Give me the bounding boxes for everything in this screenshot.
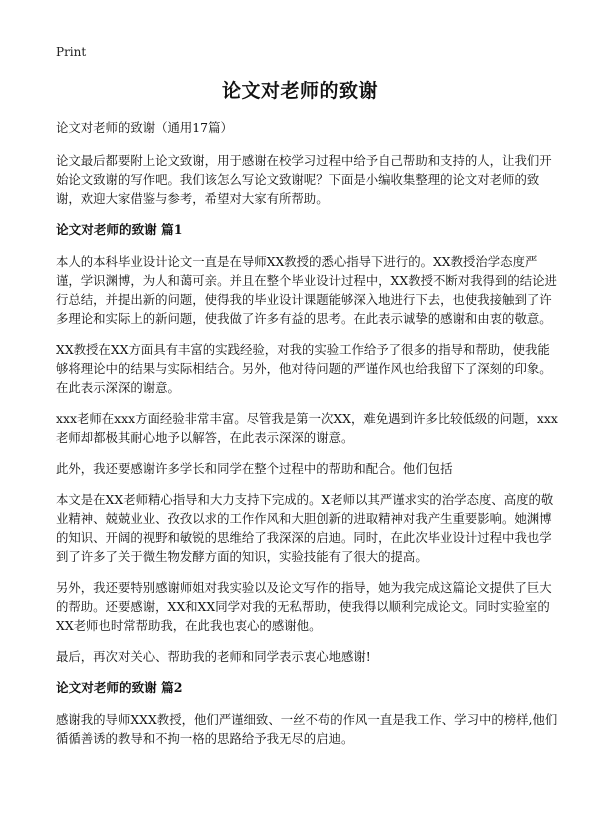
paragraph: 此外，我还要感谢许多学长和同学在整个过程中的帮助和配合。他们包括 [56,461,453,476]
intro-paragraph: 论文最后都要附上论文致谢，用于感谢在校学习过程中给予自己帮助和支持的人，让我们开始论文致谢的写作吧。我们该怎么写论文致谢呢？下面是小编收集整理的论文对老师的致谢，欢迎大家借鉴与参考，希望对大家有所帮助。 [56,153,552,206]
document-body [56,118,558,760]
paragraph: 本人的本科毕业设计论文一直是在导师XX教授的悉心指导下进行的。XX教授治学态度严谨，学识渊博，为人和蔼可亲。并且在整个毕业设计过程中，XX教授不断对我得到的结论进行总结，并提出新的问题，使得我的毕业设计课题能够深入地进行下去，也使我接触到了许多理论和实际上的新问题，使我做了许多有益的思考。在此表示诚挚的感谢和由衷的敬意。 [56,254,557,326]
section-heading: 论文对老师的致谢 篇1 [56,222,183,237]
paragraph: XX教授在XX方面具有丰富的实践经验，对我的实验工作给予了很多的指导和帮助，使我能够将理论中的结果与实际相结合。另外，他对待问题的严谨作风也给我留下了深刻的印象。在此表示深深的谢意。 [56,342,552,395]
paragraph: xxx老师在xxx方面经验非常丰富。尽管我是第一次XX，难免遇到许多比较低级的问题，xxx老师却都极其耐心地予以解答，在此表示深深的谢意。 [56,411,558,445]
paragraph: 最后，再次对关心、帮助我的老师和同学表示衷心地感谢! [56,649,371,664]
page-title: 论文对老师的致谢 [221,80,378,102]
print-link[interactable]: Print [56,45,87,59]
paragraph: 感谢我的导师XXX教授，他们严谨细致、一丝不苟的作风一直是我工作、学习中的榜样,他们循循善诱的教导和不拘一格的思路给予我无尽的启迪。 [56,712,558,746]
paragraph: 本文是在XX老师精心指导和大力支持下完成的。X老师以其严谨求实的治学态度、高度的敬业精神、兢兢业业、孜孜以求的工作作风和大胆创新的进取精神对我产生重要影响。她渊博的知识、开阔的视野和敏锐的思维给了我深深的启迪。同时，在此次毕业设计过程中我也学到了许多了关于微生物发酵方面的知识，实验技能有了很大的提高。 [56,492,554,564]
paragraph: 另外，我还要特别感谢师姐对我实验以及论文写作的指导，她为我完成这篇论文提供了巨大的帮助。还要感谢，XX和XX同学对我的无私帮助，使我得以顺利完成论文。同时实验室的XX老师也时常帮助我，在此我也衷心的感谢他。 [56,580,552,633]
section-heading: 论文对老师的致谢 篇2 [56,680,183,695]
document-subtitle: 论文对老师的致谢（通用17篇） [56,120,233,135]
